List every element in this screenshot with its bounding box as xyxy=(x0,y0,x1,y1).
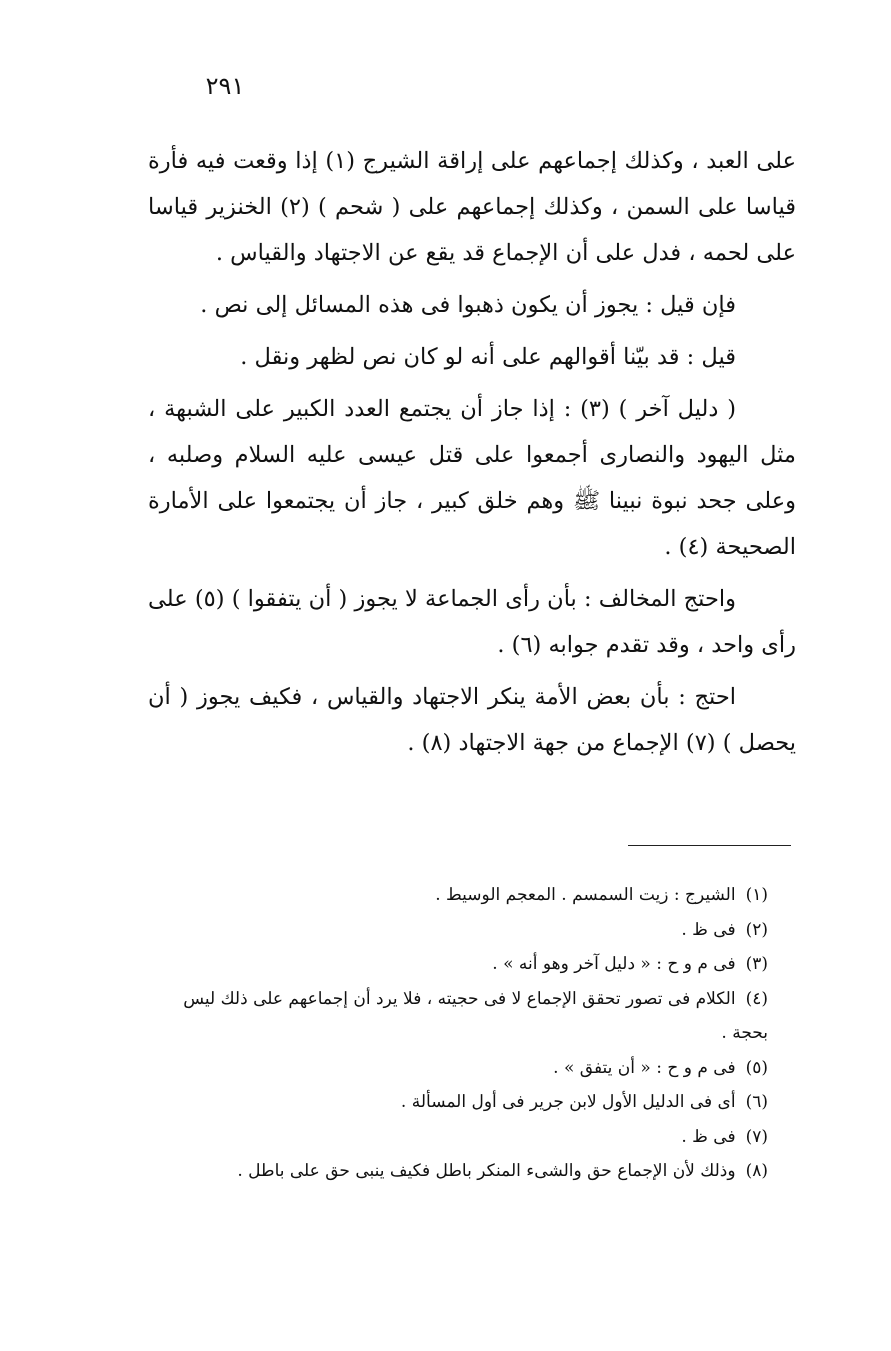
footnote xyxy=(150,982,790,1051)
footnote-divider xyxy=(628,845,791,846)
footnote xyxy=(150,913,790,948)
footnote-number: (٥) xyxy=(745,1057,768,1078)
paragraph: على العبد ، وكذلك إجماعهم على إراقة الشيرج (١) إذا وقعت فيه فأرة قياسا على السمن ، وكذلك إجماعهم على ( شحم ) (٢) الخنزير قياسا على لحمه ، فدل على أن الإجماع قد يقع عن الاجتهاد والقياس . xyxy=(148,148,797,266)
footnote-number: (٢) xyxy=(745,919,768,940)
footnote-text: فى ظ . xyxy=(681,919,736,940)
footnote-number: (٧) xyxy=(745,1126,768,1147)
footnote-text: أى فى الدليل الأول لابن جرير فى أول المسألة . xyxy=(400,1092,736,1112)
footnote xyxy=(150,1120,790,1155)
footnote-text: الكلام فى تصور تحقق الإجماع لا فى حجيته ، فلا يرد أن إجماعهم على ذلك ليس بحجة . xyxy=(183,988,768,1043)
footnote-number: (٤) xyxy=(745,988,768,1009)
paragraph: احتج : بأن بعض الأمة ينكر الاجتهاد والقياس ، فكيف يجوز ( أن يحصل ) (٧) الإجماع من جهة الاجتهاد (٨) . xyxy=(148,684,796,756)
footnote xyxy=(150,1154,790,1189)
footnote-text: فى ظ . xyxy=(681,1126,736,1147)
footnote-text: فى م و ح : « دليل آخر وهو أنه » . xyxy=(492,954,736,974)
footnote xyxy=(150,878,790,913)
footnote-number: (٣) xyxy=(745,954,768,974)
footnote xyxy=(150,947,790,982)
footnote-text: الشيرج : زيت السمسم . المعجم الوسيط . xyxy=(435,885,736,905)
footnote-number: (٨) xyxy=(745,1161,768,1181)
footnote-number: (٦) xyxy=(745,1092,768,1112)
paragraph: فإن قيل : يجوز أن يكون ذهبوا فى هذه المسائل إلى نص . xyxy=(200,292,736,318)
footnote xyxy=(150,1085,790,1120)
paragraph: قيل : قد بيّنا أقوالهم على أنه لو كان نص لظهر ونقل . xyxy=(240,344,736,370)
footnotes xyxy=(150,878,790,1189)
footnote-text: وذلك لأن الإجماع حق والشىء المنكر باطل فكيف ينبى حق على باطل . xyxy=(237,1161,736,1181)
footnote-text: فى م و ح : « أن يتفق » . xyxy=(553,1057,736,1078)
footnote-number: (١) xyxy=(745,885,768,905)
paragraph: واحتج المخالف : بأن رأى الجماعة لا يجوز ( أن يتفقوا ) (٥) على رأى واحد ، وقد تقدم جوابه (٦) . xyxy=(148,586,796,658)
footnote xyxy=(150,1051,790,1086)
page-number: ٢٩١ xyxy=(205,72,245,100)
main-text xyxy=(148,138,796,772)
paragraph: ( دليل آخر ) (٣) : إذا جاز أن يجتمع العدد الكبير على الشبهة ، مثل اليهود والنصارى أجمعوا على قتل عيسى عليه السلام وصلبه ، وعلى جحد نبوة نبينا ﷺ وهم خلق كبير ، جاز أن يجتمعوا على الأمارة الصحيحة (٤) . xyxy=(148,396,796,560)
